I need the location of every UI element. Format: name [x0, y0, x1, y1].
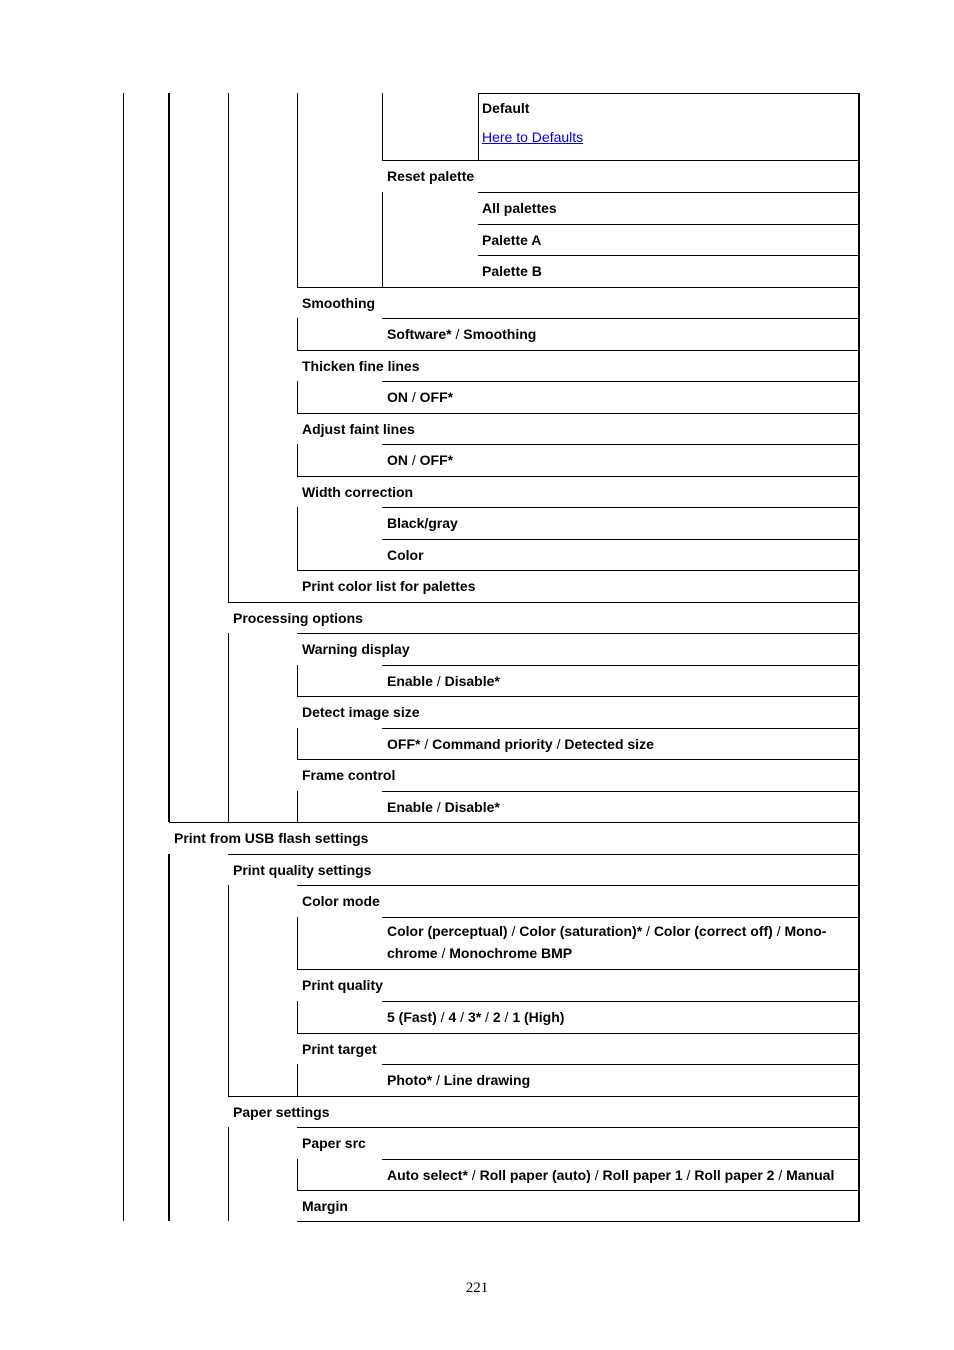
menu-item-color: Color	[387, 546, 424, 563]
option-value: OFF*	[419, 452, 454, 468]
row-rule	[382, 728, 860, 729]
option-separator: /	[408, 452, 420, 468]
row-rule	[478, 93, 860, 94]
option-value: 3*	[467, 1009, 482, 1025]
row-rule	[382, 1001, 860, 1002]
row-rule	[297, 1190, 860, 1191]
menu-item-print-color-list: Print color list for palettes	[302, 578, 476, 594]
column-rule	[297, 318, 298, 350]
menu-item-frame-options	[387, 796, 500, 818]
option-value: ON	[387, 452, 408, 468]
menu-item-palette-b: Palette B	[482, 263, 542, 279]
option-value: chrome	[387, 945, 438, 961]
here-to-defaults-link[interactable]: Here to Defaults	[482, 129, 584, 145]
option-value: Photo*	[387, 1072, 433, 1088]
menu-item-black-gray: Black/gray	[387, 515, 458, 531]
menu-item-warning-options	[387, 670, 500, 692]
menu-item-palette-a: Palette A	[482, 231, 542, 248]
menu-item-paper-settings: Paper settings	[233, 1103, 330, 1120]
row-rule	[228, 854, 860, 855]
column-rule	[858, 93, 860, 1221]
row-rule	[382, 1064, 860, 1065]
column-rule	[228, 93, 229, 602]
option-value: 2	[492, 1009, 501, 1025]
row-rule	[382, 791, 860, 792]
option-value: Software*	[387, 326, 452, 342]
menu-item-reset-palette: Reset palette	[387, 168, 475, 184]
row-rule	[169, 822, 860, 823]
row-rule	[382, 539, 860, 540]
menu-item-detect-options	[387, 733, 654, 755]
option-separator: /	[451, 326, 464, 342]
menu-item-thicken-options	[387, 386, 453, 408]
row-rule	[228, 1096, 860, 1097]
menu-item-width-correction: Width correction	[302, 483, 414, 500]
column-rule	[297, 917, 298, 969]
column-rule	[478, 93, 479, 160]
option-separator: /	[682, 1166, 695, 1183]
column-rule	[123, 93, 124, 1221]
menu-item-print-quality-settings: Print quality settings	[233, 861, 372, 878]
column-rule	[382, 93, 383, 160]
column-rule	[297, 1001, 298, 1033]
column-rule	[228, 885, 229, 1096]
menu-item-print-quality-options	[387, 1006, 564, 1028]
menu-item-color-mode: Color mode	[302, 893, 380, 909]
option-value: 4	[448, 1009, 457, 1025]
row-rule	[382, 318, 860, 319]
option-separator: /	[590, 1166, 603, 1183]
page-number: 221	[465, 1280, 489, 1296]
option-value: Enable	[387, 672, 433, 689]
column-rule	[297, 728, 298, 759]
row-rule	[478, 192, 860, 193]
menu-item-print-quality: Print quality	[302, 977, 383, 993]
option-separator: /	[467, 1166, 480, 1183]
option-value: Color (correct off)	[653, 923, 773, 939]
option-value: OFF*	[387, 735, 421, 752]
row-rule	[297, 633, 860, 634]
option-value: Color (saturation)*	[519, 923, 643, 939]
row-rule	[382, 381, 860, 382]
row-rule	[297, 1033, 860, 1034]
row-rule	[297, 350, 860, 351]
option-value: Roll paper (auto)	[479, 1166, 591, 1183]
column-rule	[297, 507, 298, 570]
row-rule	[297, 570, 860, 571]
menu-item-all-palettes: All palettes	[482, 200, 557, 216]
column-rule	[228, 633, 229, 822]
menu-item-color-mode-options-line1	[387, 920, 826, 942]
menu-item-smoothing: Smoothing	[302, 294, 376, 311]
option-separator: /	[772, 923, 785, 939]
menu-item-adjust-options	[387, 449, 453, 471]
menu-item-paper-src: Paper src	[302, 1135, 366, 1151]
row-rule	[297, 1221, 860, 1222]
option-separator: /	[437, 945, 450, 961]
row-rule	[297, 759, 860, 760]
option-value: ON	[387, 389, 408, 405]
option-separator: /	[481, 1009, 493, 1025]
option-value: Mono-	[784, 923, 827, 939]
menu-item-margin: Margin	[302, 1197, 348, 1214]
option-separator: /	[432, 1072, 444, 1088]
option-separator: /	[420, 735, 433, 752]
column-rule	[168, 93, 170, 822]
row-rule	[297, 287, 860, 288]
column-rule	[297, 444, 298, 476]
option-separator: /	[456, 1009, 468, 1025]
option-separator: /	[552, 735, 565, 752]
option-value: Detected size	[564, 735, 654, 752]
column-rule	[297, 665, 298, 696]
option-separator: /	[774, 1166, 787, 1183]
column-rule	[382, 192, 383, 287]
column-rule	[297, 381, 298, 413]
row-rule	[382, 1159, 860, 1160]
option-value: Color (perceptual)	[387, 923, 508, 939]
option-separator: /	[507, 923, 520, 939]
column-rule	[228, 1127, 229, 1221]
menu-item-thicken-fine-lines: Thicken fine lines	[302, 357, 420, 374]
option-separator: /	[408, 389, 420, 405]
row-rule	[382, 507, 860, 508]
row-rule	[228, 602, 860, 603]
row-rule	[297, 413, 860, 414]
row-rule	[478, 255, 860, 256]
option-value: Roll paper 2	[694, 1166, 775, 1183]
column-rule	[297, 93, 298, 287]
column-rule	[297, 1159, 298, 1190]
option-value: Roll paper 1	[602, 1166, 683, 1183]
option-value: Monochrome BMP	[449, 945, 573, 961]
option-value: 1 (High)	[512, 1009, 565, 1025]
row-rule	[297, 969, 860, 970]
option-separator: /	[642, 923, 654, 939]
option-separator: /	[432, 798, 445, 815]
option-value: OFF*	[419, 389, 454, 405]
row-rule	[297, 1127, 860, 1128]
option-value: Auto select*	[387, 1166, 468, 1183]
row-rule	[382, 444, 860, 445]
menu-item-default: Default	[482, 100, 530, 116]
option-separator: /	[500, 1009, 513, 1025]
menu-item-smoothing-options	[387, 323, 536, 345]
column-rule	[297, 791, 298, 822]
menu-item-detect-image-size: Detect image size	[302, 704, 420, 720]
menu-item-warning-display: Warning display	[302, 641, 410, 657]
menu-item-processing-options: Processing options	[233, 609, 363, 626]
menu-item-color-mode-options-line2	[387, 942, 572, 964]
option-value: Line drawing	[443, 1072, 531, 1088]
row-rule	[478, 224, 860, 225]
menu-item-paper-src-options	[387, 1164, 834, 1186]
row-rule	[382, 665, 860, 666]
row-rule	[297, 885, 860, 886]
option-separator: /	[432, 672, 445, 689]
menu-item-print-from-usb: Print from USB flash settings	[174, 830, 369, 846]
menu-item-print-target: Print target	[302, 1040, 377, 1057]
menu-item-adjust-faint-lines: Adjust faint lines	[302, 420, 415, 437]
column-rule	[297, 1064, 298, 1096]
menu-item-print-target-options	[387, 1069, 530, 1091]
option-value: Smoothing	[463, 326, 537, 342]
option-value: 5 (Fast)	[387, 1009, 437, 1025]
row-rule	[382, 160, 860, 161]
row-rule	[297, 476, 860, 477]
option-value: Command priority	[432, 735, 553, 752]
option-value: Manual	[786, 1166, 835, 1183]
option-separator: /	[436, 1009, 449, 1025]
option-value: Disable*	[444, 798, 500, 815]
column-rule	[168, 854, 170, 1221]
menu-item-frame-control: Frame control	[302, 767, 396, 783]
option-value: Enable	[387, 798, 433, 815]
option-value: Disable*	[444, 672, 500, 689]
row-rule	[382, 917, 860, 918]
row-rule	[297, 696, 860, 697]
